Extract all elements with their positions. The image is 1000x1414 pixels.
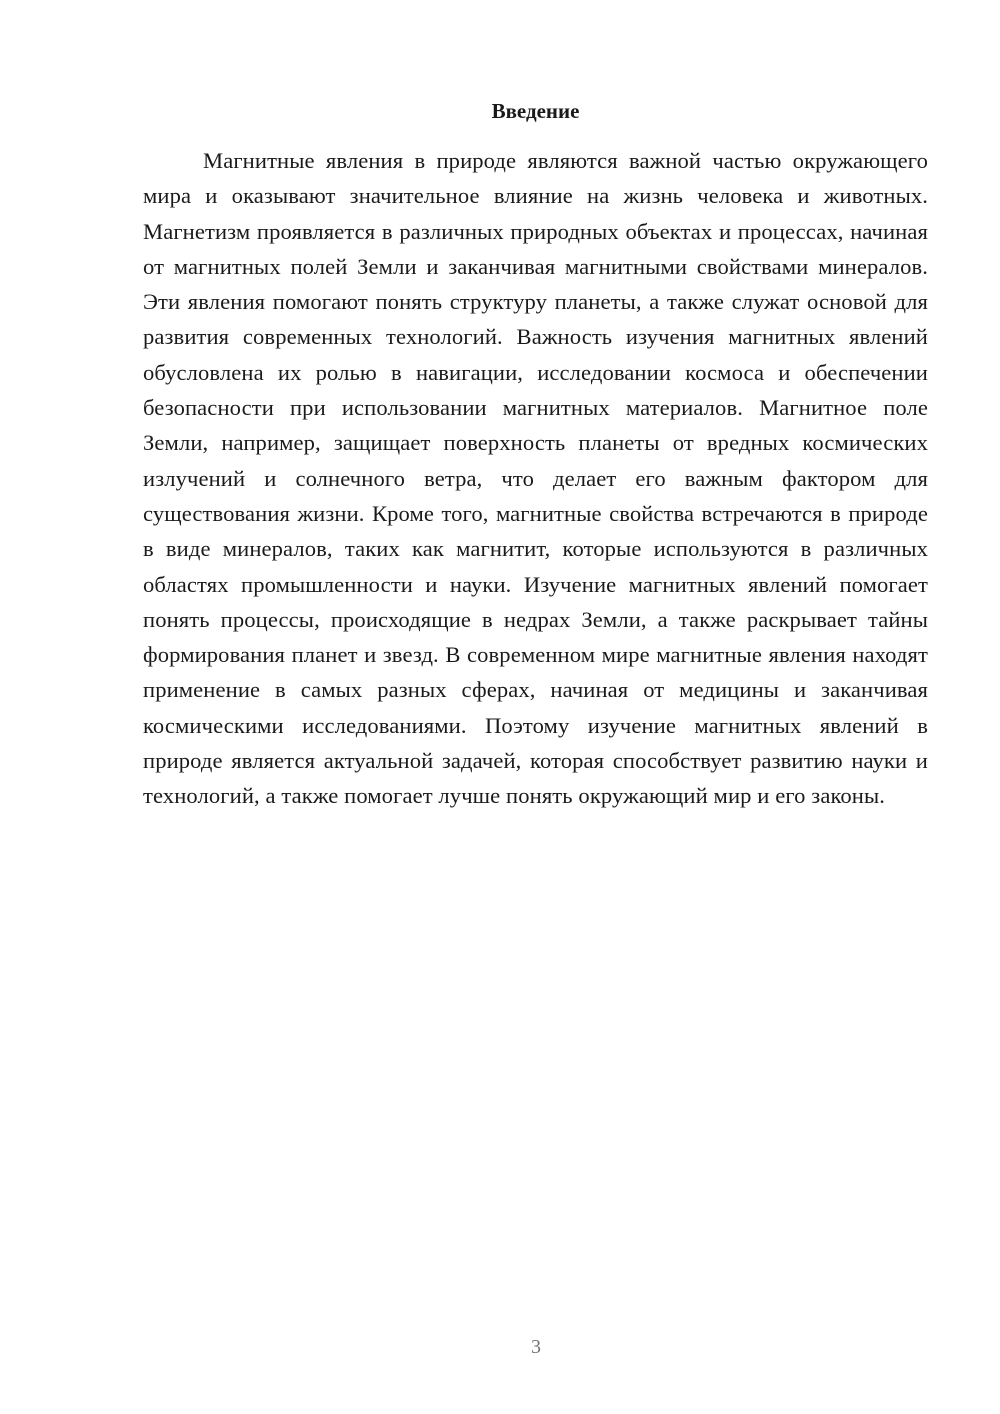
body-paragraph: Магнитные явления в природе являются важной частью окружающего мира и оказывают значительное влияние на жизнь человека и животных. Магнетизм проявляется в различных природных объектах и процессах, начиная от магнитных полей Земли и заканчивая магнитными свойствами минералов. Эти явления помогают понять структуру планеты, а также служат основой для развития современных технологий. Важность изучения магнитных явлений обусловлена их ролью в навигации, исследовании космоса и обеспечении безопасности при использовании магнитных материалов. Магнитное поле Земли, например, защищает поверхность планеты от вредных космических излучений и солнечного ветра, что делает его важным фактором для существования жизни. Кроме того, магнитные свойства встречаются в природе в виде минералов, таких как магнитит, которые используются в различных областях промышленности и науки. Изучение магнитных явлений помогает понять процессы, происходящие в недрах Земли, а также раскрывает тайны формирования планет и звезд. В современном мире магнитные явления находят применение в самых разных сферах, начиная от медицины и заканчивая космическими исследованиями. Поэтому изучение магнитных явлений в природе является актуальной задачей, которая способствует развитию науки и технологий, а также помогает лучше понять окружающий мир и его законы. <box>143 148 928 809</box>
section-heading: Введение <box>491 99 580 123</box>
page-number: 3 <box>531 1336 541 1358</box>
